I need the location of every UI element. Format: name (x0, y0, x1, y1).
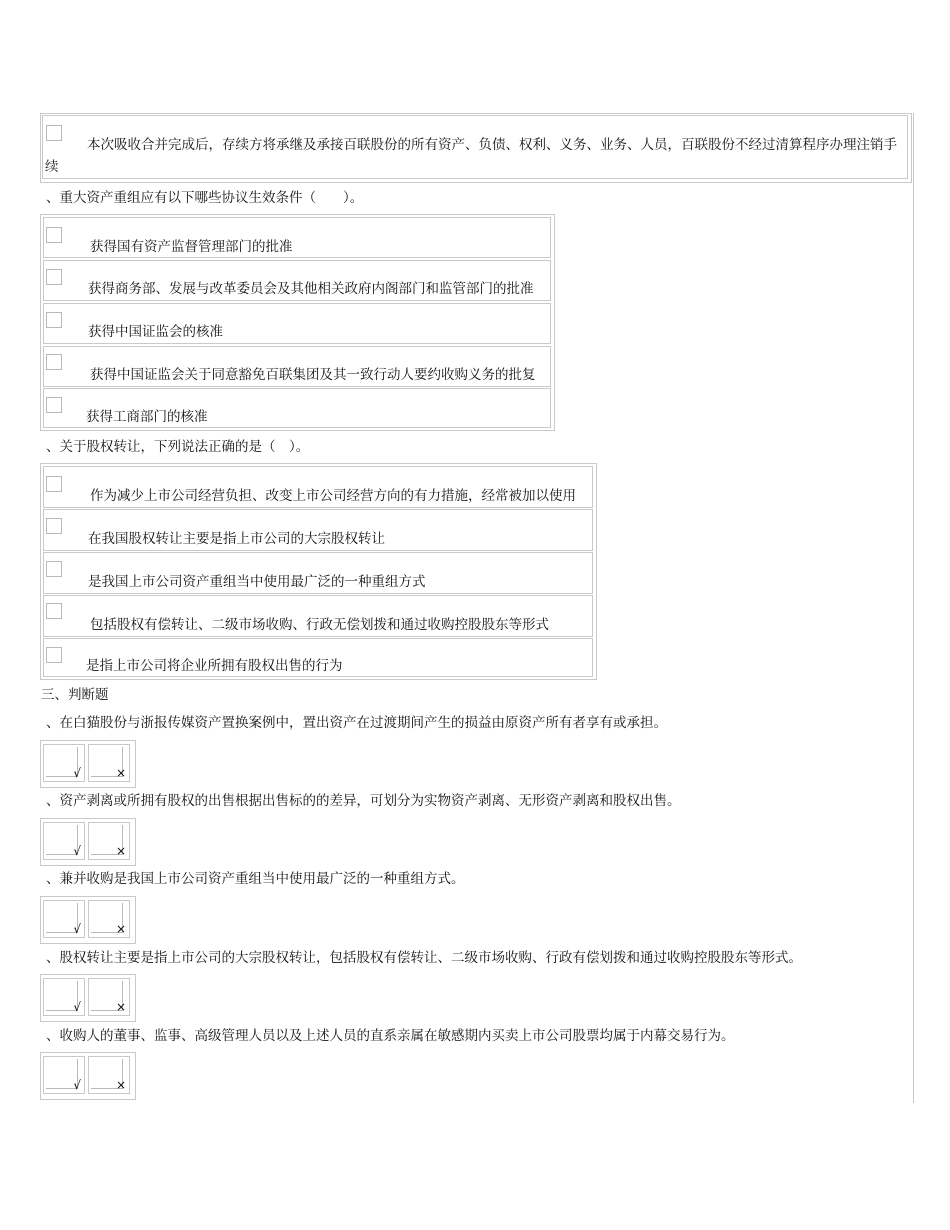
question-major-restructuring: 、重大资产重组应有以下哪些协议生效条件（ ）。 (46, 190, 364, 206)
true-false-widget (40, 740, 136, 788)
false-option[interactable] (88, 822, 130, 860)
option-row[interactable] (43, 260, 551, 301)
prev-question-option-box (40, 113, 912, 183)
judgment-question-2: 、资产剥离或所拥有股权的出售根据出售标的的差异，可划分为实物资产剥离、无形资产剥离和股权出售。 (46, 793, 681, 809)
check-mark-icon: √ (73, 766, 81, 780)
option-checkbox[interactable] (46, 476, 62, 492)
option-label: 获得国有资产监督管理部门的批准 (90, 239, 293, 255)
check-mark-icon: √ (73, 1078, 81, 1092)
option-checkbox[interactable] (46, 603, 62, 619)
check-mark-icon: √ (73, 922, 81, 936)
option-label: 本次吸收合并完成后，存续方将承继及承接百联股份的所有资产、负债、权利、义务、业务、人员，百联股份不经过清算程序办理注销手续 (45, 137, 897, 175)
option-checkbox[interactable] (46, 354, 62, 370)
page-vertical-rule (913, 113, 914, 1103)
cross-mark-icon: × (115, 1078, 126, 1092)
judgment-question-4: 、股权转让主要是指上市公司的大宗股权转让，包括股权有偿转让、二级市场收购、行政有偿划拨和通过收购控股股东等形式。 (46, 950, 802, 966)
true-option[interactable] (43, 1056, 85, 1094)
option-checkbox[interactable] (46, 647, 62, 663)
cross-mark-icon: × (115, 766, 126, 780)
option-label: 获得中国证监会关于同意豁免百联集团及其一致行动人要约收购义务的批复 (90, 367, 536, 383)
option-label: 作为减少上市公司经营负担、改变上市公司经营方向的有力措施，经常被加以使用 (90, 488, 576, 504)
option-label: 获得商务部、发展与改革委员会及其他相关政府内阁部门和监管部门的批准 (88, 281, 534, 297)
option-label: 是指上市公司将企业所拥有股权出售的行为 (86, 658, 343, 674)
false-option[interactable] (88, 900, 130, 938)
option-row[interactable] (43, 552, 593, 594)
check-mark-icon: √ (73, 1000, 81, 1014)
cross-mark-icon: × (115, 922, 126, 936)
judgment-question-1: 、在白猫股份与浙报传媒资产置换案例中，置出资产在过渡期间产生的损益由原资产所有者享有或承担。 (46, 715, 667, 731)
false-option[interactable] (88, 744, 130, 782)
option-checkbox[interactable] (46, 518, 62, 534)
true-false-widget (40, 818, 136, 866)
false-option[interactable] (88, 1056, 130, 1094)
option-row[interactable] (43, 388, 551, 428)
option-label: 获得中国证监会的核准 (88, 324, 223, 340)
option-row[interactable] (43, 595, 593, 637)
section-title-judgment: 三、判断题 (41, 687, 109, 703)
true-false-widget (40, 896, 136, 944)
option-label: 获得工商部门的核准 (86, 409, 208, 425)
option-row[interactable] (43, 303, 551, 344)
options-box-equity-transfer (40, 463, 597, 680)
option-label: 在我国股权转让主要是指上市公司的大宗股权转让 (88, 531, 385, 547)
true-option[interactable] (43, 822, 85, 860)
true-option[interactable] (43, 744, 85, 782)
cross-mark-icon: × (115, 844, 126, 858)
option-row[interactable] (43, 217, 551, 258)
option-row[interactable] (43, 509, 593, 551)
judgment-question-3: 、兼并收购是我国上市公司资产重组当中使用最广泛的一种重组方式。 (46, 871, 465, 887)
question-equity-transfer: 、关于股权转让，下列说法正确的是（ ）。 (46, 439, 310, 455)
option-label: 是我国上市公司资产重组当中使用最广泛的一种重组方式 (88, 574, 426, 590)
true-false-widget (40, 974, 136, 1022)
option-checkbox[interactable] (46, 227, 62, 243)
true-option[interactable] (43, 900, 85, 938)
option-checkbox[interactable] (46, 312, 62, 328)
option-checkbox[interactable] (46, 269, 62, 285)
option-checkbox[interactable] (46, 397, 62, 413)
option-row[interactable] (43, 346, 551, 387)
judgment-question-5: 、收购人的董事、监事、高级管理人员以及上述人员的直系亲属在敏感期内买卖上市公司股票均属于内幕交易行为。 (46, 1028, 735, 1044)
cross-mark-icon: × (115, 1000, 126, 1014)
true-false-widget (40, 1052, 136, 1100)
option-row[interactable] (43, 638, 593, 677)
true-option[interactable] (43, 978, 85, 1016)
check-mark-icon: √ (73, 844, 81, 858)
option-row[interactable] (43, 466, 593, 508)
false-option[interactable] (88, 978, 130, 1016)
options-box-major-restructuring (40, 214, 555, 431)
option-checkbox[interactable] (46, 561, 62, 577)
prev-question-option-cell[interactable] (42, 115, 908, 179)
option-label: 包括股权有偿转让、二级市场收购、行政无偿划拨和通过收购控股股东等形式 (90, 617, 549, 633)
